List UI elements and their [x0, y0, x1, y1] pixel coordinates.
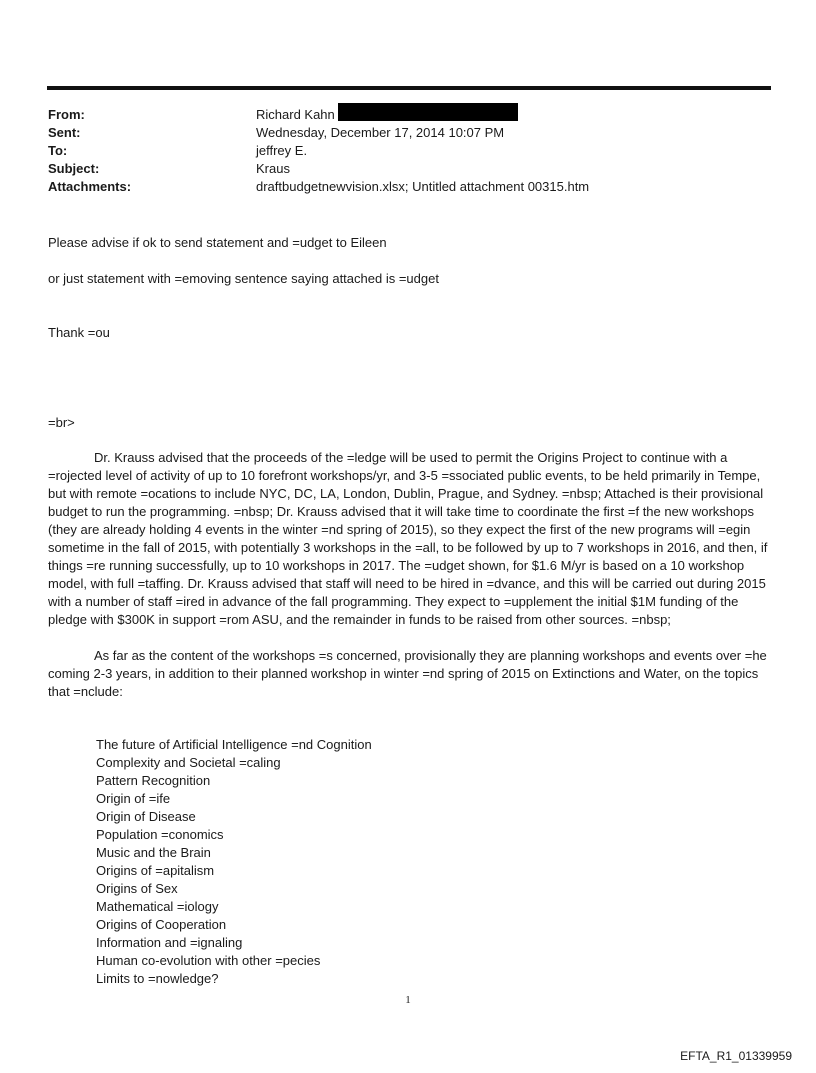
topic-item: Population =conomics: [96, 827, 224, 842]
to-label: To:: [48, 143, 68, 158]
paragraph-1: Dr. Krauss advised that the proceeds of the =ledge will be used to permit the Origins Project to continue with a =rojected level of activity of up to 10 forefront workshops/yr, and 3-5 =ssociated public events, to be held primarily in Tempe, but with remote =ocations to include NYC, DC, LA, London, Dublin, Prague, and Sydney. =nbsp; Attached is their provisional budget to run the programming. =nbsp; Dr. Krauss advised that it will take time to coordinate the first =f the new workshops (they are already holding 4 events in the winter =nd spring of 2015), so they expect the first of the new programs will =egin sometime in the fall of 2015, with potentially 3 workshops in the =all, to be followed by up to 7 workshops in 2016, and then, if things =re running successfully, up to 10 workshops in 2017. The =udget shown, for $1.6 M/yr is based on a 10 workshop model, with full =taffing. Dr. Krauss advised that staff will need to be hired in =dvance, and this will be carried out during 2015 with a number of staff =ired in advance of the fall programming. They expect to =upplement the initial $1M funding of the pledge with $300K in support =rom ASU, and the remainder in funds to be raised from other sources. =nbsp;: [48, 450, 768, 627]
topic-item: Mathematical =iology: [96, 899, 219, 914]
from-row: [48, 106, 768, 124]
thanks-line: Thank =ou: [48, 325, 110, 340]
attachments-row: [48, 178, 768, 196]
topic-item: Music and the Brain: [96, 845, 211, 860]
topic-item: Pattern Recognition: [96, 773, 211, 788]
paragraph-2: As far as the content of the workshops =s concerned, provisionally they are planning workshops and events over =he coming 2-3 years, in addition to their planned workshop in winter =nd spring of 2015 on Extinctions and Water, on the topics that =nclude:: [48, 648, 767, 699]
header-rule: [47, 86, 771, 90]
subject-row: [48, 160, 768, 178]
topic-item: The future of Artificial Intelligence =nd Cognition: [96, 737, 372, 752]
from-name: Richard Kahn: [256, 107, 335, 122]
attachments-label: Attachments:: [48, 179, 132, 194]
attachments-value: draftbudgetnewvision.xlsx; Untitled attachment 00315.htm: [256, 179, 590, 194]
to-row: [48, 142, 768, 160]
redaction-box: [338, 103, 518, 121]
topic-item: Information and =ignaling: [96, 935, 243, 950]
topic-item: Origins of Cooperation: [96, 917, 227, 932]
message-line-1: Please advise if ok to send statement and =udget to Eileen: [48, 235, 387, 250]
br-artifact: =br>: [48, 415, 75, 430]
page-number: 1: [405, 994, 411, 1006]
message-line-2: or just statement with =emoving sentence saying attached is =udget: [48, 271, 439, 286]
from-label: From:: [48, 107, 85, 122]
email-header: [48, 106, 768, 196]
sent-row: [48, 124, 768, 142]
subject-value: Kraus: [256, 161, 290, 176]
topic-list: [96, 736, 372, 988]
subject-label: Subject:: [48, 161, 100, 176]
to-value: jeffrey E.: [256, 143, 308, 158]
topic-item: Origins of =apitalism: [96, 863, 215, 878]
topic-item: Human co-evolution with other =pecies: [96, 953, 321, 968]
document-id: EFTA_R1_01339959: [680, 1049, 792, 1063]
topic-item: Limits to =nowledge?: [96, 971, 219, 986]
topic-item: Origin of =ife: [96, 791, 171, 806]
topic-item: Complexity and Societal =caling: [96, 755, 281, 770]
sent-value: Wednesday, December 17, 2014 10:07 PM: [256, 125, 505, 140]
forwarded-body: [48, 449, 770, 719]
sent-label: Sent:: [48, 125, 81, 140]
topic-item: Origins of Sex: [96, 881, 178, 896]
from-value: [256, 106, 518, 124]
topic-item: Origin of Disease: [96, 809, 196, 824]
